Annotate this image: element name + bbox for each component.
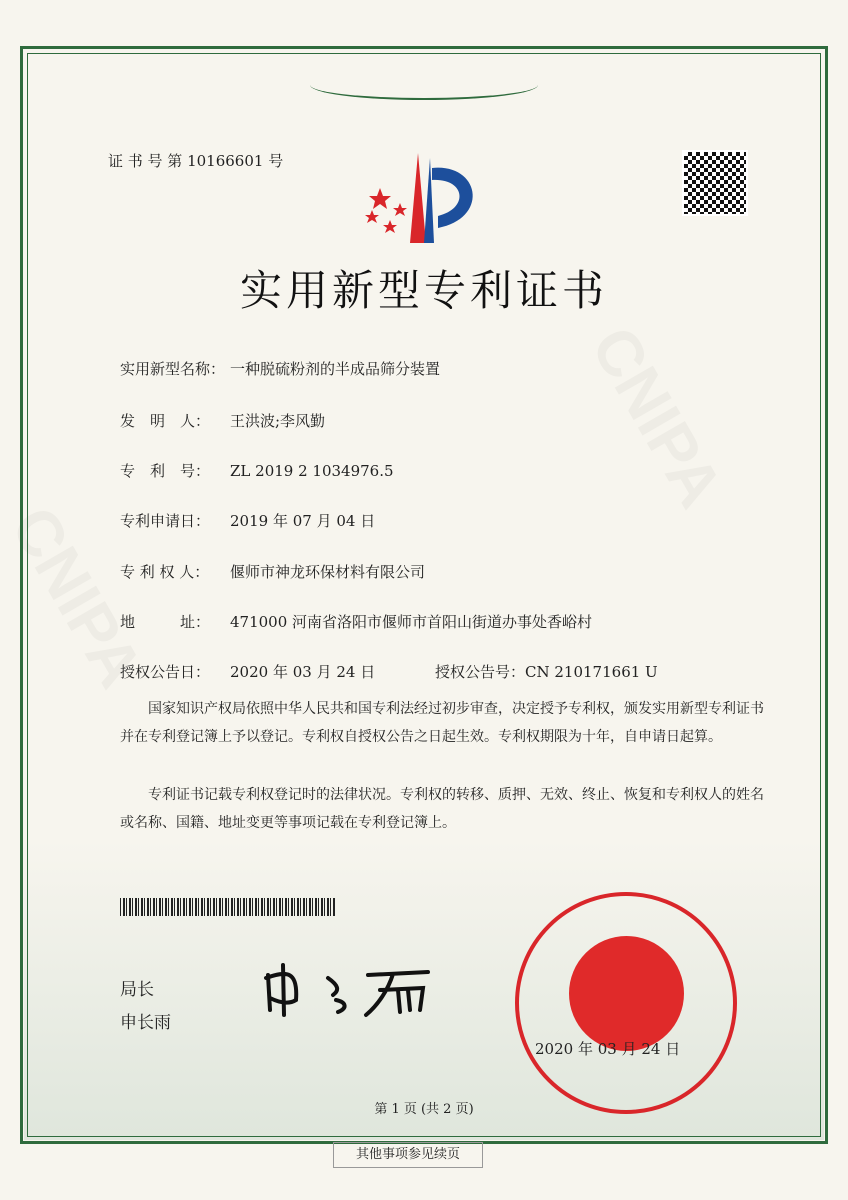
qr-code <box>682 150 748 216</box>
field-address: 地 址： 471000 河南省洛阳市偃师市首阳山街道办事处香峪村 <box>120 613 593 631</box>
page-title: 实用新型专利证书 <box>239 266 608 315</box>
continuation-note: 其他事项参见续页 <box>333 1142 483 1168</box>
page-indicator: 第 1 页 (共 2 页) <box>374 1102 474 1117</box>
national-emblem <box>569 936 684 1051</box>
signatory-title: 局长 <box>120 980 154 1000</box>
paragraph-1: 国家知识产权局依照中华人民共和国专利法经过初步审查，决定授予专利权，颁发实用新型专利证书并在专利登记簿上予以登记。专利权自授权公告之日起生效。专利权期限为十年，自申请日起算。 <box>120 701 764 745</box>
field-inventor: 发 明 人： 王洪波;李风勤 <box>120 412 326 430</box>
field-grant-number: 授权公告号：CN 210171661 U <box>435 663 658 681</box>
paragraph-2: 专利证书记载专利权登记时的法律状况。专利权的转移、质押、无效、终止、恢复和专利权人的姓名或名称、国籍、地址变更等事项记载在专利登记簿上。 <box>120 787 764 831</box>
signatory-name: 申长雨 <box>120 1013 171 1033</box>
cnipa-logo <box>360 148 490 248</box>
barcode <box>120 898 335 916</box>
field-name: 实用新型名称： 一种脱硫粉剂的半成品筛分装置 <box>120 360 441 378</box>
field-application-date: 专利申请日： 2019 年 07 月 04 日 <box>120 512 376 530</box>
field-grant-date: 授权公告日： 2020 年 03 月 24 日 <box>120 663 376 681</box>
ornament-top <box>310 70 538 100</box>
field-patent-number: 专 利 号： ZL 2019 2 1034976.5 <box>120 462 394 480</box>
certificate-number: 证 书 号 第 10166601 号 <box>108 152 284 170</box>
official-seal <box>515 892 737 1114</box>
signature <box>258 960 438 1020</box>
seal-date: 2020 年 03 月 24 日 <box>535 1040 681 1058</box>
field-patentee: 专 利 权 人： 偃师市神龙环保材料有限公司 <box>120 563 426 581</box>
